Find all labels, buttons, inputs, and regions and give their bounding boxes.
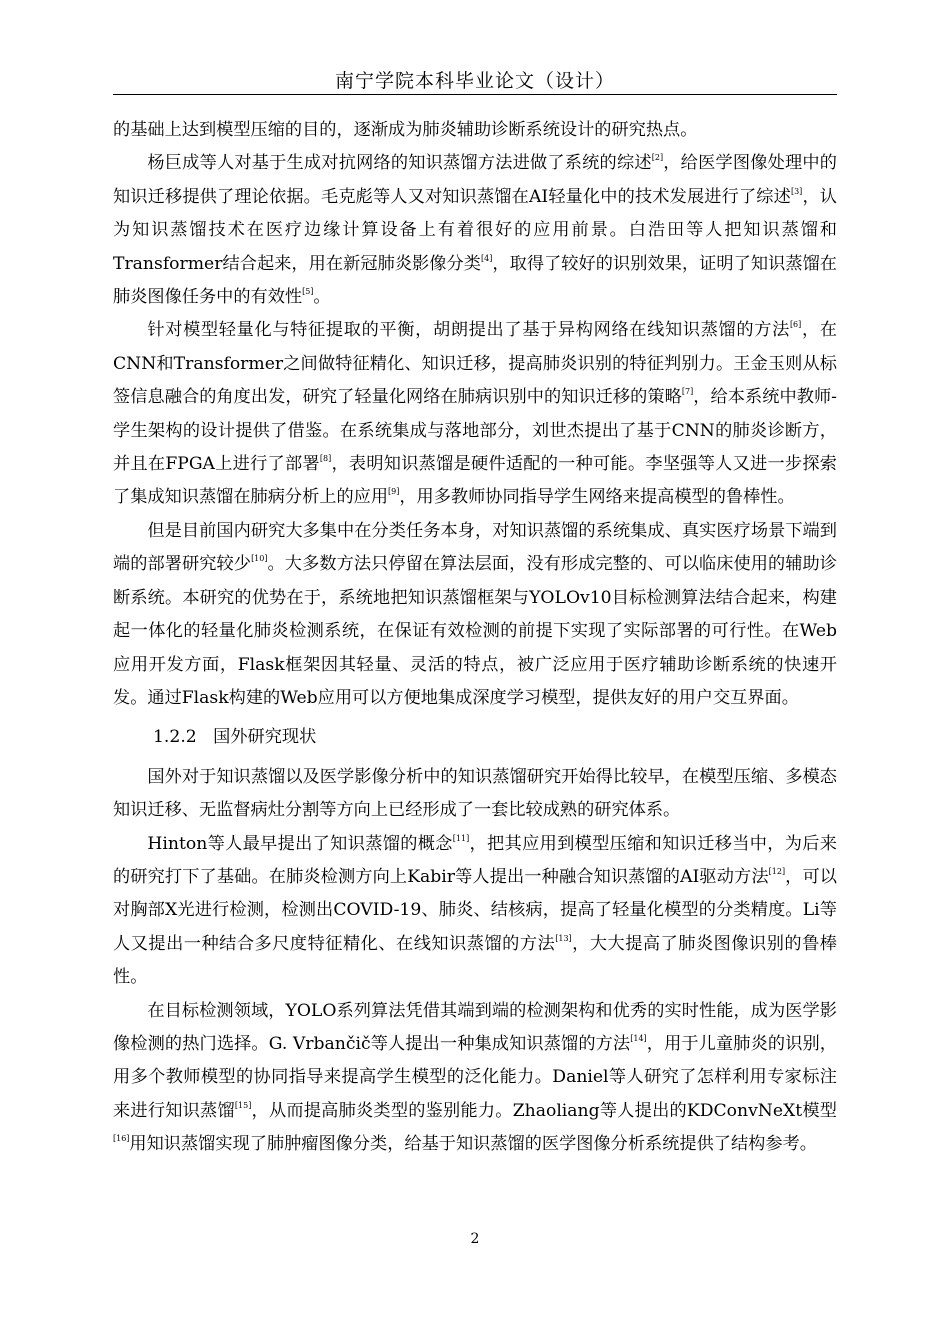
body-text (113, 114, 837, 1162)
paragraph-text: ，从而提高肺炎类型的鉴别能力。Zhaoliang等人提出的KDConvNeXt模型 (251, 1100, 837, 1121)
page-header-title: 南宁学院本科毕业论文（设计） (334, 70, 615, 92)
citation-ref: [15] (234, 1100, 252, 1110)
paragraph-text: 在目标检测领域，YOLO系列算法凭借其端到端的检测架构和优秀的实时性能，成为医学影像检测的热门选择。G. Vrbančič等人提出一种集成知识蒸馏的方法 (113, 1000, 837, 1054)
paragraph-text: 但是目前国内研究大多集中在分类任务本身，对知识蒸馏的系统集成、真实医疗场景下端到端的部署研究较少 (113, 520, 837, 575)
paragraph-text: 。大多数方法只停留在算法层面，没有形成完整的、可以临床使用的辅助诊断系统。本研究的优势在于，系统地把知识蒸馏框架与YOLOv10目标检测算法结合起来，构建起一体化的轻量化肺炎检测系统，在保证有效检测的前提下实现了实际部署的可行性。在Web应用开发方面，Flask框架因其轻量、灵活的特点，被广泛应用于医疗辅助诊断系统的快速开发。通过Flask构建的Web应用可以方便地集成深度学习模型，提供友好的用户交互界面。 (113, 554, 837, 708)
paragraph (113, 995, 837, 1162)
paragraph-text: ，用于儿童肺炎的识别，用多个教师模型的协同指导来提高学生模型的泛化能力。Daniel等人研究了怎样利用专家标注来进行知识蒸馏 (113, 1033, 837, 1121)
paragraph-text: ，给医学图像处理中的知识迁移提供了理论依据。毛克彪等人又对知识蒸馏在AI轻量化中的技术发展进行了综述 (113, 153, 837, 207)
citation-ref: [5] (302, 287, 314, 297)
citation-ref: [14] (630, 1033, 647, 1043)
paragraph-text: ，可以对胸部X光进行检测，检测出COVID-19、肺炎、结核病，提高了轻量化模型的分类精度。Li等人又提出一种结合多尺度特征精化、在线知识蒸馏的方法 (113, 866, 837, 954)
paragraph-text: 用知识蒸馏实现了肺肿瘤图像分类，给基于知识蒸馏的医学图像分析系统提供了结构参考。 (129, 1134, 817, 1155)
citation-ref: [12] (768, 866, 786, 876)
citation-ref: [3] (790, 186, 803, 196)
section-title: 国外研究现状 (213, 727, 317, 748)
paragraph-text: 杨巨成等人对基于生成对抗网络的知识蒸馏方法进做了系统的综述 (147, 153, 652, 174)
paragraph-text: ，给本系统中教师-学生架构的设计提供了借鉴。在系统集成与落地部分，刘世杰提出了基于CNN的肺炎诊断方，并且在FPGA上进行了部署 (113, 387, 837, 475)
citation-ref: [6] (789, 320, 802, 330)
paragraph (113, 314, 837, 514)
page-number: 2 (470, 1231, 480, 1247)
paragraph-text: Hinton等人最早提出了知识蒸馏的概念 (147, 833, 453, 854)
paragraph-text: ，在CNN和Transformer之间做特征精化、知识迁移，提高肺炎识别的特征判别力。王金玉则从标签信息融合的角度出发，研究了轻量化网络在肺病识别中的知识迁移的策略 (113, 320, 837, 408)
citation-ref: [9] (388, 487, 400, 497)
paragraph-text: ，表明知识蒸馏是硬件适配的一种可能。李坚强等人又进一步探索了集成知识蒸馏在肺病分析上的应用 (113, 454, 837, 508)
paragraph-text: 针对模型轻量化与特征提取的平衡，胡朗提出了基于异构网络在线知识蒸馏的方法 (147, 320, 790, 341)
paragraph-text: 。 (313, 287, 331, 308)
paragraph-text: ，认为知识蒸馏技术在医疗边缘计算设备上有着很好的应用前景。白浩田等人把知识蒸馏和Transformer结合起来，用在新冠肺炎影像分类 (113, 186, 837, 274)
paragraph-text: 国外对于知识蒸馏以及医学影像分析中的知识蒸馏研究开始得比较早，在模型压缩、多模态知识迁移、无监督病灶分割等方向上已经形成了一套比较成熟的研究体系。 (113, 766, 837, 821)
citation-ref: [2] (651, 153, 664, 163)
paragraph-text: ，用多教师协同指导学生网络来提高模型的鲁棒性。 (399, 487, 795, 508)
citation-ref: [16] (113, 1134, 130, 1144)
paragraph (113, 761, 837, 828)
paragraph (113, 114, 837, 147)
paragraph-text: ，大大提高了肺炎图像识别的鲁棒性。 (113, 933, 837, 988)
paragraph (113, 828, 837, 995)
citation-ref: [13] (555, 933, 572, 943)
citation-ref: [7] (681, 387, 694, 397)
section-number: 1.2.2 (153, 727, 197, 748)
citation-ref: [10] (251, 554, 268, 564)
paragraph-text: ，把其应用到模型压缩和知识迁移当中，为后来的研究打下了基础。在肺炎检测方向上Kabir等人提出一种融合知识蒸馏的AI驱动方法 (113, 833, 837, 887)
header-divider (113, 94, 837, 95)
paragraph (113, 147, 837, 314)
section-heading (113, 721, 837, 754)
paragraph (113, 515, 837, 715)
citation-ref: [11] (452, 833, 470, 843)
paragraph-text: ，取得了较好的识别效果，证明了知识蒸馏在肺炎图像任务中的有效性 (113, 253, 837, 308)
citation-ref: [4] (480, 253, 493, 263)
paragraph-text: 的基础上达到模型压缩的目的，逐渐成为肺炎辅助诊断系统设计的研究热点。 (113, 120, 698, 140)
citation-ref: [8] (319, 454, 332, 464)
